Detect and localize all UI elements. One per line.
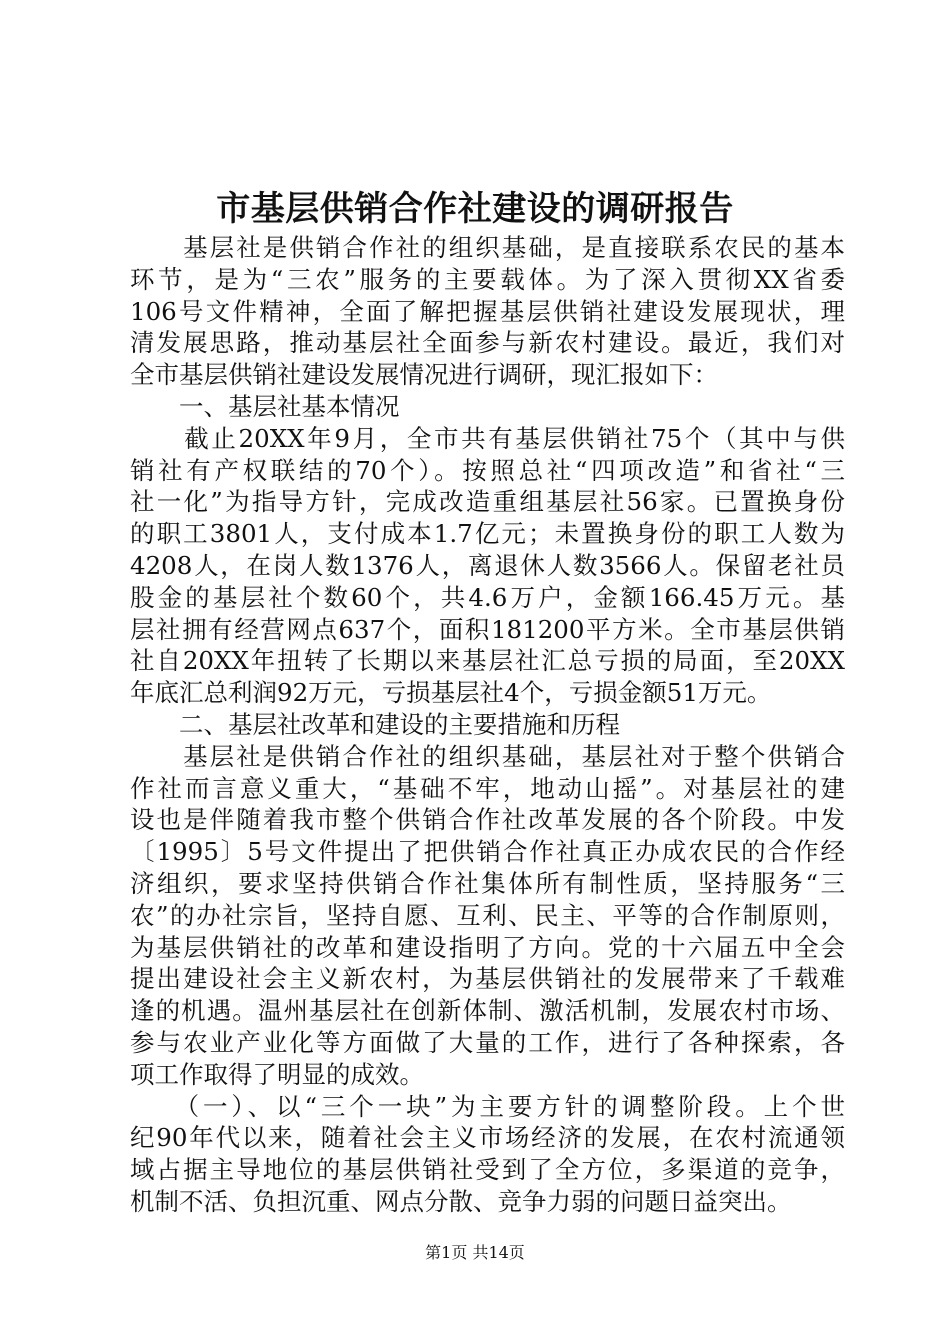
text-line: 项工作取得了明显的成效。	[130, 1059, 424, 1089]
text-line: 全市基层供销社建设发展情况进行调研，现汇报如下：	[130, 360, 718, 390]
document-title: 市基层供销合作社建设的调研报告	[216, 189, 734, 229]
text-line: 层社拥有经营网点637个，面积181200平方米。全市基层供销	[130, 614, 845, 644]
text-line: 4208人，在岗人数1376人，离退休人数3566人。保留老社员	[130, 550, 845, 580]
text-line: 基层社是供销合作社的组织基础，是直接联系农民的基本	[130, 233, 845, 262]
text-line: 农”的办社宗旨，坚持自愿、互利、民主、平等的合作制原则，	[130, 900, 845, 930]
text-line: 环节，是为“三农”服务的主要载体。为了深入贯彻XX省委	[130, 264, 845, 294]
text-line: 截止20XX年9月，全市共有基层供销社75个（其中与供	[130, 423, 845, 453]
text-line: 基层社是供销合作社的组织基础，基层社对于整个供销合	[130, 741, 845, 771]
text-line: 提出建设社会主义新农村，为基层供销社的发展带来了千载难	[130, 964, 845, 994]
text-line: 济组织，要求坚持供销合作社集体所有制性质，坚持服务“三	[130, 868, 845, 898]
text-line: （一）、以“三个一块”为主要方针的调整阶段。上个世	[130, 1091, 845, 1121]
text-line: 年底汇总利润92万元，亏损基层社4个，亏损金额51万元。	[130, 678, 772, 708]
text-line: 股金的基层社个数60个，共4.6万户，金额166.45万元。基	[130, 582, 845, 612]
text-line: 设也是伴随着我市整个供销合作社改革发展的各个阶段。中发	[130, 805, 845, 835]
page-footer: 第1页 共14页	[425, 1243, 525, 1262]
text-line: 销社有产权联结的70个）。按照总社“四项改造”和省社“三	[130, 455, 845, 485]
text-line: 纪90年代以来，随着社会主义市场经济的发展，在农村流通领	[130, 1123, 845, 1153]
document-body	[130, 232, 845, 1218]
text-line: 机制不活、负担沉重、网点分散、竞争力弱的问题日益突出。	[130, 1186, 792, 1216]
text-line: 作社而言意义重大，“基础不牢，地动山摇”。对基层社的建	[130, 773, 845, 803]
text-line: 参与农业产业化等方面做了大量的工作，进行了各种探索，各	[130, 1027, 845, 1057]
text-line: 域占据主导地位的基层供销社受到了全方位，多渠道的竞争，	[130, 1155, 845, 1185]
text-line: 清发展思路，推动基层社全面参与新农村建设。最近，我们对	[130, 328, 845, 358]
text-line: 的职工3801人，支付成本1.7亿元；未置换身份的职工人数为	[130, 519, 845, 549]
text-line: 为基层供销社的改革和建设指明了方向。党的十六届五中全会	[130, 932, 845, 962]
text-line: 二、基层社改革和建设的主要措施和历程	[130, 709, 620, 739]
text-line: 106号文件精神，全面了解把握基层供销社建设发展现状，理	[130, 296, 845, 326]
text-line: 社一化”为指导方针，完成改造重组基层社56家。已置换身份	[130, 487, 845, 517]
text-line: 〔1995〕5号文件提出了把供销合作社真正办成农民的合作经	[130, 837, 845, 867]
text-line: 社自20XX年扭转了长期以来基层社汇总亏损的局面，至20XX	[130, 646, 845, 676]
text-line: 一、基层社基本情况	[130, 391, 400, 421]
text-line: 逢的机遇。温州基层社在创新体制、激活机制，发展农村市场、	[130, 996, 845, 1026]
